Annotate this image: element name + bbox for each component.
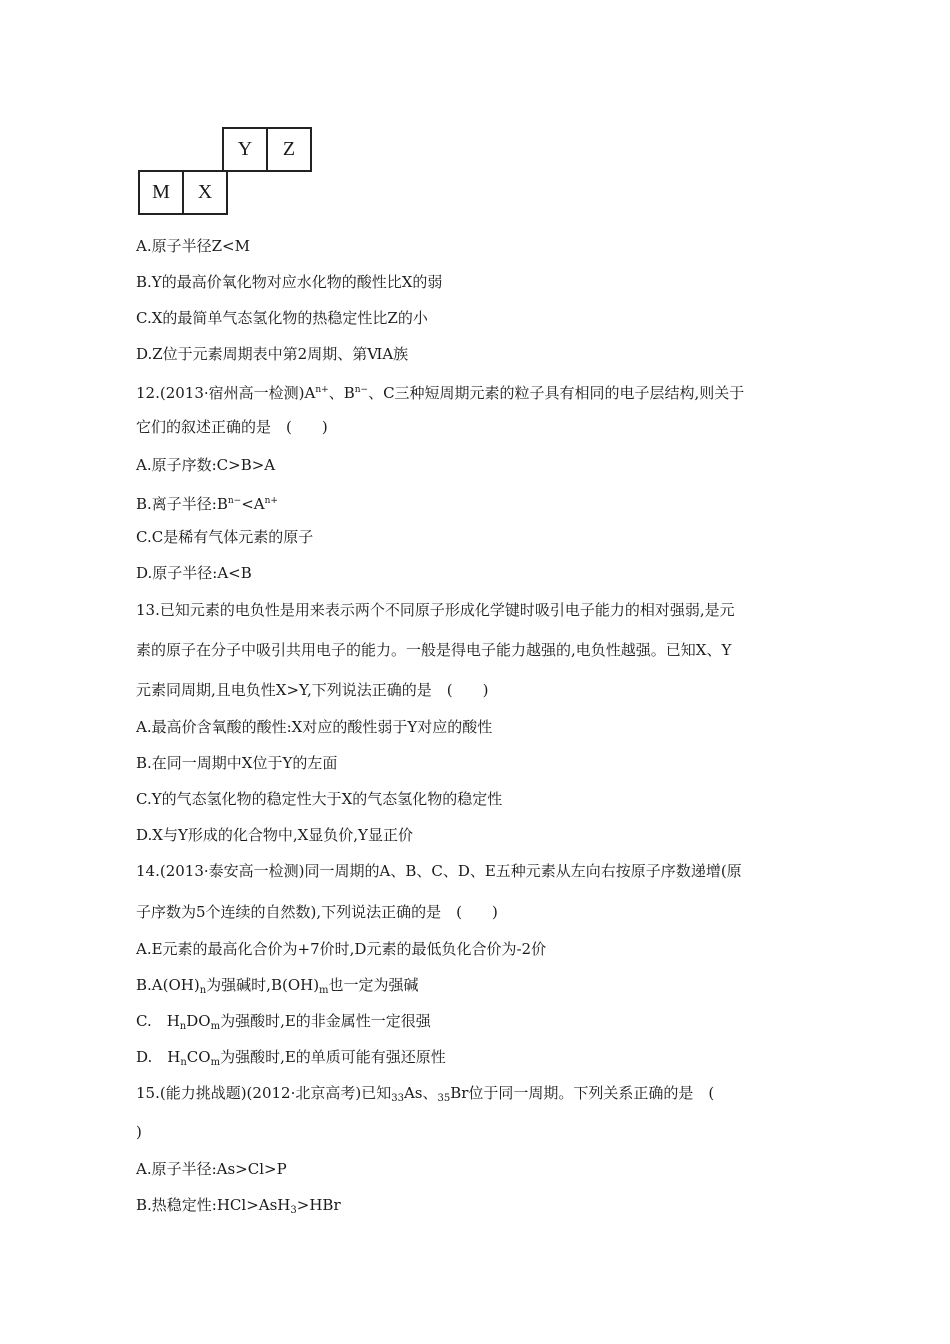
q11-option-b: B.Y的最高价氧化物对应水化物的酸性比X的弱 xyxy=(136,273,443,291)
subscript: n xyxy=(179,1021,187,1032)
q15-option-a: A.原子半径:As>Cl>P xyxy=(136,1160,287,1178)
q15-stem-line2: ) xyxy=(136,1123,142,1141)
q12-stem-line1 xyxy=(136,380,744,403)
q12-option-b xyxy=(136,491,278,514)
grid-cell-y: Y xyxy=(223,128,267,171)
subscript: n xyxy=(199,985,207,996)
q12-stem-line2: 它们的叙述正确的是 ( ) xyxy=(136,418,328,436)
option-text: B.A(OH) xyxy=(136,976,200,994)
q12-stem-text: 12.(2013·宿州高一检测)A xyxy=(136,384,316,402)
q13-option-a: A.最高价含氧酸的酸性:X对应的酸性弱于Y对应的酸性 xyxy=(136,718,493,736)
q14-option-d xyxy=(136,1047,446,1073)
q11-option-d: D.Z位于元素周期表中第2周期、第ⅥA族 xyxy=(136,345,409,363)
periodic-grid-bottom-row xyxy=(138,170,228,215)
subscript: n xyxy=(180,1057,187,1068)
q13-stem-line3: 元素同周期,且电负性X>Y,下列说法正确的是 ( ) xyxy=(136,681,489,699)
q15-option-b xyxy=(136,1195,341,1221)
option-text: B.离子半径:B xyxy=(136,495,228,513)
q13-stem-line1: 13.已知元素的电负性是用来表示两个不同原子形成化学键时吸引电子能力的相对强弱,是元 xyxy=(136,601,735,619)
q11-option-a: A.原子半径Z<M xyxy=(136,237,250,255)
grid-cell-m: M xyxy=(139,171,183,214)
q14-stem-line2: 子序数为5个连续的自然数),下列说法正确的是 ( ) xyxy=(136,903,498,921)
q12-option-c: C.C是稀有气体元素的原子 xyxy=(136,528,314,546)
option-text: 为强碱时,B(OH) xyxy=(206,976,320,994)
q15-stem-text: As、 xyxy=(403,1084,438,1102)
q12-option-a: A.原子序数:C>B>A xyxy=(136,456,276,474)
subscript: 3 xyxy=(290,1205,297,1216)
q14-option-a: A.E元素的最高化合价为+7价时,D元素的最低负化合价为-2价 xyxy=(136,940,547,958)
option-text: C. H xyxy=(136,1012,180,1030)
option-text: D. H xyxy=(136,1048,181,1066)
q12-option-d: D.原子半径:A<B xyxy=(136,564,252,582)
option-text: B.热稳定性:HCl>AsH xyxy=(136,1196,291,1214)
q13-stem-line2: 素的原子在分子中吸引共用电子的能力。一般是得电子能力越强的,电负性越强。已知X、Y xyxy=(136,641,732,659)
q15-stem-line1 xyxy=(136,1083,714,1109)
subscript: m xyxy=(210,1021,221,1032)
subscript: m xyxy=(210,1057,221,1068)
superscript: n+ xyxy=(315,385,329,395)
subscript: 33 xyxy=(391,1093,404,1104)
q13-option-b: B.在同一周期中X位于Y的左面 xyxy=(136,754,338,772)
option-text: CO xyxy=(186,1048,211,1066)
q14-option-c xyxy=(136,1011,431,1037)
superscript: n+ xyxy=(264,496,278,506)
q15-stem-text: 15.(能力挑战题)(2012·北京高考)已知 xyxy=(136,1084,392,1102)
option-text: <A xyxy=(241,495,265,513)
option-text: 为强酸时,E的单质可能有强还原性 xyxy=(220,1048,446,1066)
option-text: 也一定为强碱 xyxy=(328,976,419,994)
option-text: 为强酸时,E的非金属性一定很强 xyxy=(220,1012,431,1030)
subscript: 35 xyxy=(437,1093,451,1104)
q12-stem-text: 、B xyxy=(328,384,355,402)
q13-option-c: C.Y的气态氢化物的稳定性大于X的气态氢化物的稳定性 xyxy=(136,790,503,808)
q14-option-b xyxy=(136,975,419,1001)
q14-stem-line1: 14.(2013·泰安高一检测)同一周期的A、B、C、D、E五种元素从左向右按原子序数递增(原 xyxy=(136,862,742,880)
superscript: n− xyxy=(227,496,242,506)
periodic-grid-top-row xyxy=(222,127,312,172)
option-text: >HBr xyxy=(296,1196,341,1214)
grid-cell-z: Z xyxy=(267,128,311,171)
option-text: DO xyxy=(186,1012,211,1030)
superscript: n− xyxy=(354,385,369,395)
q15-stem-text: Br位于同一周期。下列关系正确的是 ( xyxy=(450,1084,715,1102)
q11-option-c: C.X的最简单气态氢化物的热稳定性比Z的小 xyxy=(136,309,428,327)
grid-cell-x: X xyxy=(183,171,227,214)
subscript: m xyxy=(319,985,329,996)
q13-option-d: D.X与Y形成的化合物中,X显负价,Y显正价 xyxy=(136,826,413,844)
q12-stem-text: 、C三种短周期元素的粒子具有相同的电子层结构,则关于 xyxy=(368,384,745,402)
